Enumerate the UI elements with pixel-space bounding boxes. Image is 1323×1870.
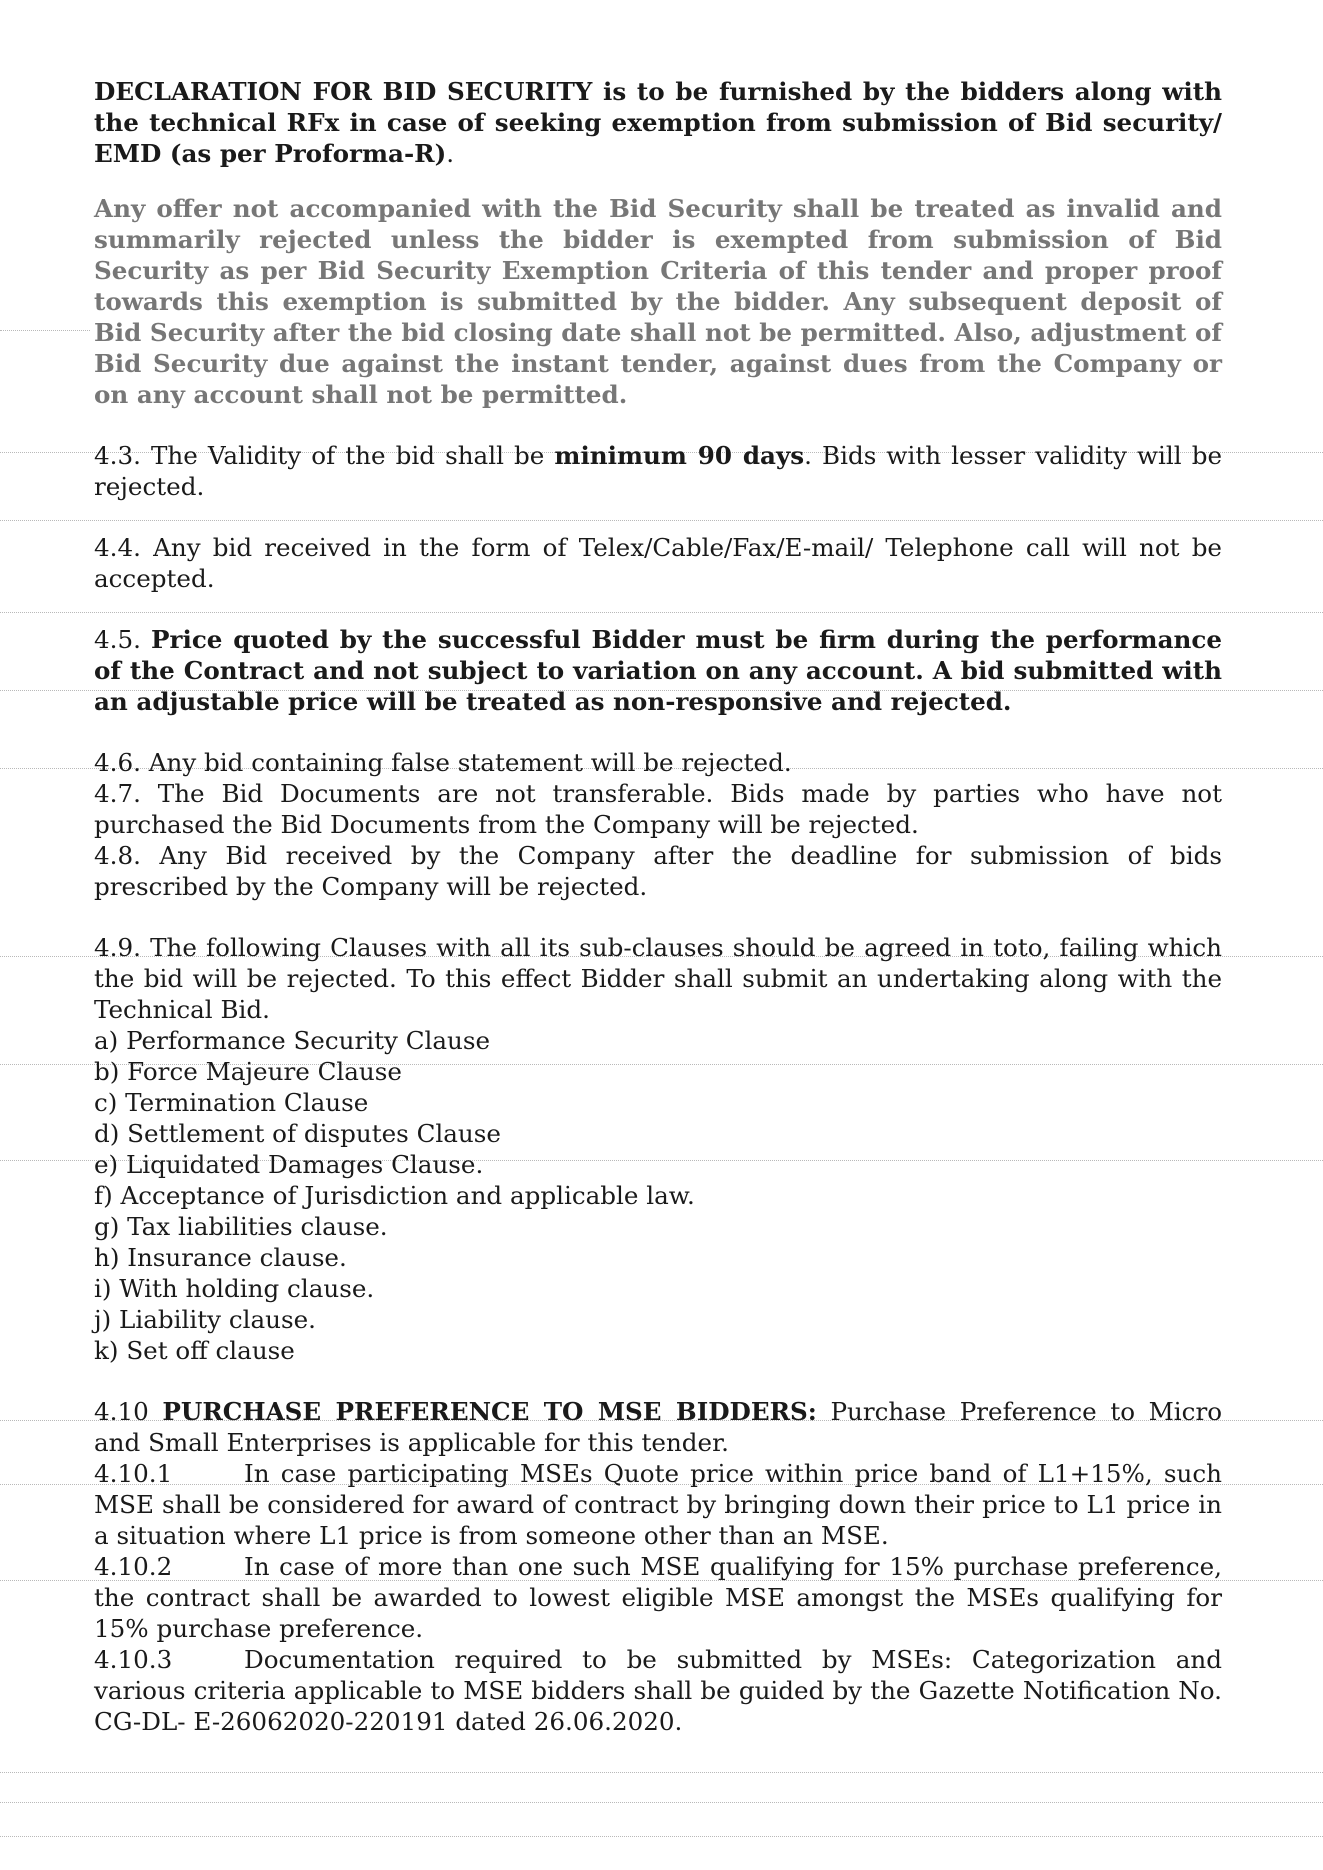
clause-4-10-2-num: 4.10.2 (94, 1552, 173, 1581)
clause-4-10-1-num: 4.10.1 (94, 1459, 173, 1488)
list-item: a) Performance Security Clause (94, 1026, 491, 1055)
list-item: c) Termination Clause (94, 1088, 369, 1117)
bid-security-notice: Any offer not accompanied with the Bid Security shall be treated as invalid and summarily rejected unless the bidder is exempted from submission of Bid Security as per Bid Security Exemption Criteria of this tender and proper proof towards this exemption is submitted by the bidder. Any subsequent deposit of Bid Security after the bid closing date shall not be permitted. Also, adjustment of Bid Security due against the instant tender, against dues from the Company or on any account shall not be permitted. (94, 194, 1222, 409)
scan-artifact-line (0, 330, 90, 331)
scan-artifact-line (0, 1802, 1323, 1803)
clause-4-5 (94, 624, 1222, 717)
clause-4-7: 4.7. The Bid Documents are not transferable. Bids made by parties who have not purchased the Bid Documents from the Company will be rejected. (94, 779, 1222, 839)
list-item: e) Liquidated Damages Clause. (94, 1150, 484, 1179)
clause-4-5-bold: Price quoted by the successful Bidder must be firm during the performance of the Contract and not subject to variation on any account. A bid submitted with an adjustable price will be treated as non-responsive and rejected. (94, 625, 1223, 716)
list-item: i) With holding clause. (94, 1274, 375, 1303)
declaration-end: . (446, 139, 455, 168)
scan-artifact-line (0, 1772, 1323, 1773)
clause-4-3-after: . Bids with lesser validity will be rejected. (94, 441, 1222, 501)
clause-4-10-3-text: Documentation required to be submitted by MSEs: Categorization and various criteria applicable to MSE bidders shall be guided by the Gazette Notification No. CG-DL- E-26062020-220191 dated 26.06.2020. (94, 1645, 1222, 1736)
clause-4-5-num: 4.5. (94, 625, 152, 654)
list-item: f) Acceptance of Jurisdiction and applicable law. (94, 1181, 695, 1210)
clause-4-6: 4.6. Any bid containing false statement will be rejected. (94, 748, 792, 777)
scan-artifact-line (0, 1836, 1323, 1837)
list-item: d) Settlement of disputes Clause (94, 1119, 501, 1148)
clause-4-10-2 (94, 1551, 1222, 1644)
clause-4-10-bold: PURCHASE PREFERENCE TO MSE BIDDERS: (162, 1397, 817, 1426)
clause-4-4: 4.4. Any bid received in the form of Telex/Cable/Fax/E-mail/ Telephone call will not be accepted. (94, 533, 1222, 593)
clause-4-3-before: 4.3. The Validity of the bid shall be (94, 441, 555, 470)
list-item: b) Force Majeure Clause (94, 1057, 402, 1086)
clause-4-10-2-text: In case of more than one such MSE qualifying for 15% purchase preference, the contract shall be awarded to lowest eligible MSE amongst the MSEs qualifying for 15% purchase preference. (94, 1552, 1222, 1643)
list-item: j) Liability clause. (94, 1305, 316, 1334)
clause-4-8: 4.8. Any Bid received by the Company after the deadline for submission of bids prescribed by the Company will be rejected. (94, 841, 1222, 901)
clause-4-10-num: 4.10 (94, 1397, 163, 1426)
clause-4-3 (94, 440, 1222, 502)
clause-4-10-3-num: 4.10.3 (94, 1645, 173, 1674)
list-item: k) Set off clause (94, 1336, 295, 1365)
clause-4-10-3 (94, 1644, 1222, 1737)
list-item: h) Insurance clause. (94, 1243, 347, 1272)
clause-4-9: 4.9. The following Clauses with all its sub-clauses should be agreed in toto, failing which the bid will be rejected. To this effect Bidder shall submit an undertaking along with the Technical Bid. (94, 933, 1222, 1024)
clause-4-9-list (94, 1025, 1222, 1366)
declaration-paragraph (94, 76, 1222, 169)
clause-4-10 (94, 1396, 1222, 1458)
clause-4-3-bold: minimum 90 days (554, 441, 805, 470)
clause-4-10-after: Purchase Preference to Micro and Small Enterprises is applicable for this tender. (94, 1397, 1223, 1457)
clause-4-10-1 (94, 1458, 1222, 1551)
list-item: g) Tax liabilities clause. (94, 1212, 388, 1241)
declaration-text: DECLARATION FOR BID SECURITY is to be furnished by the bidders along with the technical RFx in case of seeking exemption from submission of Bid security/ EMD (as per Proforma-R) (94, 77, 1222, 168)
clause-4-10-1-text: In case participating MSEs Quote price within price band of L1+15%, such MSE shall be considered for award of contract by bringing down their price to L1 price in a situation where L1 price is from someone other than an MSE. (94, 1459, 1222, 1550)
document-body (94, 76, 1222, 1737)
